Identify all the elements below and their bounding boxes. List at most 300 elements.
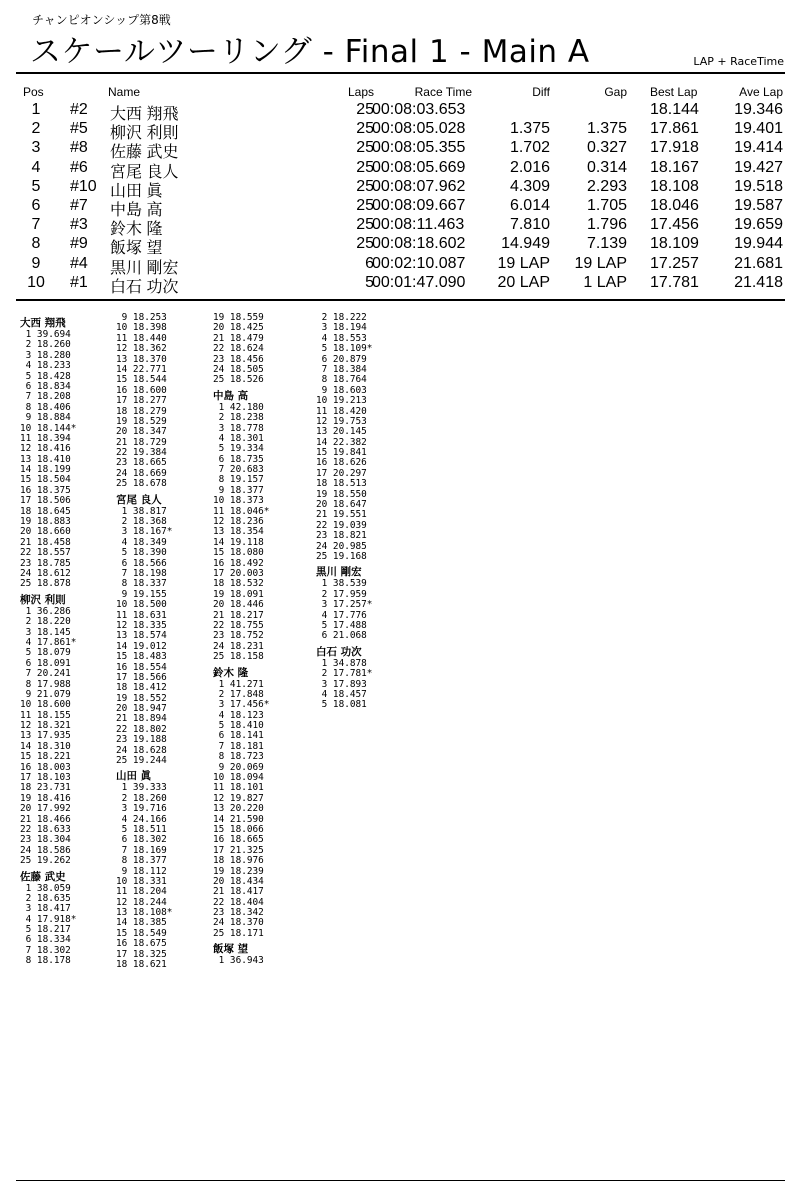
result-car-number: #4 [70,254,88,272]
result-car-number: #6 [70,158,88,176]
lap-time: 17 18.566 [116,671,167,683]
lap-time: 23 18.342 [213,907,264,919]
lap-time: 12 19.753 [316,415,367,427]
lap-time: 23 18.456 [213,353,264,365]
lap-time: 3 18.417 [20,903,71,915]
section-divider [16,299,785,301]
lap-time: 12 18.335 [116,619,167,631]
lap-time: 14 22.382 [316,436,367,448]
result-laps: 25 [356,177,374,195]
footer-divider [16,1180,785,1181]
result-pos: 5 [31,177,41,195]
lap-time: 13 18.108* [116,907,173,919]
lap-time: 3 17.456* [213,699,270,711]
lap-time: 21 18.217 [213,609,264,621]
result-diff: 20 LAP [497,273,550,291]
lap-time: 20 18.947 [116,703,167,715]
lap-time: 11 18.204 [116,886,167,898]
lap-time: 2 18.238 [213,412,264,424]
result-row [20,273,790,296]
lap-time: 8 18.178 [20,955,71,967]
lap-time: 21 18.729 [116,436,167,448]
result-diff: 1.702 [509,139,550,157]
lap-time: 9 21.079 [20,688,71,700]
lap-time: 15 19.841 [316,447,367,459]
lap-time: 1 38.059 [20,882,71,894]
lap-time: 13 18.354 [213,526,264,538]
result-gap: 2.293 [586,177,627,195]
lap-time: 14 22.771 [116,363,167,375]
lap-time: 9 18.377 [213,484,264,496]
lap-time: 7 18.198 [116,567,167,579]
result-ave-lap: 21.418 [734,273,783,291]
driver-lap-block [213,389,269,663]
lap-time: 9 18.603 [316,384,367,396]
lap-block-driver-name: 中島 高 [213,389,249,402]
result-race-time: 00:08:05.028 [372,120,466,138]
lap-time: 16 18.600 [116,384,167,396]
lap-time: 2 17.848 [213,688,264,700]
lap-time: 2 17.959 [316,588,367,600]
lap-time: 1 38.817 [116,505,167,517]
lap-time: 2 18.220 [20,616,71,628]
lap-time: 22 18.624 [213,343,264,355]
driver-lap-block [20,316,76,590]
lap-time: 15 18.544 [116,374,167,386]
lap-time: 16 18.626 [316,457,367,469]
lap-time: 18 18.513 [316,478,367,490]
lap-time: 12 18.362 [116,343,167,355]
result-race-time: 00:08:11.463 [372,216,465,234]
lap-time: 20 18.347 [116,426,167,438]
result-ave-lap: 19.427 [734,158,783,176]
lap-time: 24 18.370 [213,917,264,929]
lap-time: 9 18.253 [116,312,167,323]
lap-time: 19 18.091 [213,588,264,600]
lap-time: 21 18.479 [213,332,264,344]
result-pos: 8 [31,235,41,253]
lap-time: 23 18.785 [20,557,71,569]
result-pos: 4 [31,158,41,176]
result-laps: 5 [365,273,374,291]
lap-time: 15 18.066 [213,823,264,835]
lap-block-driver-name: 黒川 剛宏 [316,566,362,579]
lap-time: 11 18.155 [20,709,71,721]
lap-time: 17 18.506 [20,495,71,507]
lap-time: 15 18.080 [213,547,264,559]
result-driver-name: 山田 眞 [110,182,163,200]
lap-time: 12 18.236 [213,516,264,528]
lap-time: 24 18.231 [213,640,264,652]
result-ave-lap: 19.944 [734,235,783,253]
lap-column-3 [213,313,269,967]
lap-time: 2 18.260 [20,339,71,351]
lap-time: 18 23.731 [20,782,71,794]
lap-time: 2 18.222 [316,312,367,323]
lap-time: 4 18.349 [116,536,167,548]
driver-lap-block [20,870,76,967]
lap-time: 24 20.985 [316,540,367,552]
results-body [20,101,790,296]
lap-time: 18 18.532 [213,578,264,590]
result-driver-name: 宮尾 良人 [110,163,179,181]
lap-time: 12 19.827 [213,792,264,804]
lap-time: 8 18.406 [20,401,71,413]
lap-time: 4 24.166 [116,813,167,825]
lap-time: 5 18.081 [316,699,367,711]
result-laps: 25 [356,139,374,157]
result-diff: 19 LAP [497,254,550,272]
result-car-number: #10 [70,177,97,195]
lap-time: 5 18.217 [20,924,71,936]
lap-time: 7 18.384 [316,363,367,375]
driver-lap-block [213,942,269,966]
lap-time: 4 17.776 [316,609,367,621]
lap-time: 18 18.621 [116,959,167,971]
lap-time: 17 20.003 [213,567,264,579]
lap-time: 12 18.244 [116,896,167,908]
lap-time: 17 20.297 [316,467,367,479]
result-row [20,196,790,219]
result-gap: 0.327 [586,139,627,157]
result-row [20,254,790,277]
result-car-number: #8 [70,139,88,157]
result-driver-name: 大西 翔飛 [110,106,179,123]
col-header-best-lap: Best Lap [650,85,698,99]
result-car-number: #5 [70,120,88,138]
lap-time: 13 20.145 [316,426,367,438]
driver-lap-block [213,313,269,386]
lap-time: 24 18.586 [20,844,71,856]
result-car-number: #9 [70,235,88,253]
result-row [20,158,790,181]
result-diff: 7.810 [509,216,550,234]
lap-time: 21 19.551 [316,509,367,521]
result-race-time: 00:08:05.669 [372,158,466,176]
result-gap: 7.139 [586,235,627,253]
lap-time: 10 18.331 [116,875,167,887]
lap-block-driver-name: 佐藤 武史 [20,870,66,883]
driver-lap-block [316,645,372,711]
col-header-race-time: Race Time [414,85,472,99]
result-driver-name: 佐藤 武史 [110,144,179,162]
lap-time: 20 17.992 [20,803,71,815]
result-ave-lap: 19.401 [734,120,783,138]
lap-time: 7 18.169 [116,844,167,856]
lap-time: 8 18.377 [116,855,167,867]
lap-column-2 [116,313,172,970]
lap-time: 23 18.304 [20,834,71,846]
result-driver-name: 中島 高 [110,201,163,219]
lap-time: 25 19.262 [20,855,71,867]
result-best-lap: 17.918 [650,139,699,157]
result-best-lap: 18.046 [650,196,699,214]
lap-time: 1 36.286 [20,605,71,617]
result-best-lap: 18.108 [650,177,699,195]
lap-time: 7 18.302 [20,944,71,956]
result-row [20,120,790,143]
lap-time: 22 18.802 [116,723,167,735]
lap-time: 8 17.988 [20,678,71,690]
lap-time: 22 19.384 [116,447,167,459]
lap-time: 13 17.935 [20,730,71,742]
lap-time: 7 20.241 [20,668,71,680]
result-gap: 1.375 [586,120,627,138]
result-car-number: #7 [70,196,88,214]
lap-time: 6 18.141 [213,730,264,742]
event-subtitle: チャンピオンシップ第8戦 [32,13,171,27]
lap-time: 22 18.755 [213,619,264,631]
lap-time: 5 19.334 [213,443,264,455]
result-race-time: 00:01:47.090 [372,273,466,291]
lap-time: 1 34.878 [316,657,367,669]
lap-time: 13 18.410 [20,453,71,465]
lap-time: 15 18.504 [20,474,71,486]
driver-lap-block [116,493,172,767]
result-pos: 3 [31,139,41,157]
lap-time: 19 18.416 [20,792,71,804]
lap-time: 24 18.628 [116,744,167,756]
lap-time: 8 18.337 [116,578,167,590]
result-row [20,177,790,200]
lap-time: 3 18.145 [20,626,71,638]
driver-lap-block [116,769,172,970]
lap-time: 4 18.457 [316,688,367,700]
col-header-laps: Laps [347,85,374,99]
lap-time: 21 18.458 [20,536,71,548]
lap-time: 23 18.821 [316,530,367,542]
lap-time: 17 18.103 [20,772,71,784]
lap-time: 22 18.633 [20,823,71,835]
lap-time: 14 19.118 [213,536,264,548]
lap-time: 11 18.420 [316,405,367,417]
lap-time: 5 18.410 [213,720,264,732]
lap-block-driver-name: 飯塚 望 [213,943,249,956]
lap-time: 6 18.834 [20,380,71,392]
result-gap: 1.705 [586,196,627,214]
result-race-time: 00:08:07.962 [372,177,466,195]
result-laps: 25 [356,216,374,234]
lap-time: 19 18.529 [116,415,167,427]
result-gap: 1 LAP [583,273,627,291]
lap-time: 22 19.039 [316,519,367,531]
lap-time: 6 18.735 [213,453,264,465]
lap-time: 16 18.492 [213,557,264,569]
lap-time: 10 18.373 [213,495,264,507]
lap-time: 3 18.778 [213,422,264,434]
lap-time: 5 18.079 [20,647,71,659]
lap-time: 2 18.635 [20,892,71,904]
lap-time: 21 18.466 [20,813,71,825]
lap-time: 4 17.918* [20,913,77,925]
lap-time: 11 18.046* [213,505,270,517]
result-row [20,235,790,258]
result-ave-lap: 19.518 [734,177,783,195]
result-race-time: 00:02:10.087 [372,254,466,272]
lap-time: 2 17.781* [316,668,373,680]
lap-time: 22 18.404 [213,896,264,908]
lap-time: 15 18.483 [116,651,167,663]
result-race-time: 00:08:05.355 [372,139,466,157]
lap-block-driver-name: 鈴木 隆 [213,666,249,679]
lap-time: 3 18.280 [20,349,71,361]
lap-time: 4 18.553 [316,332,367,344]
lap-time: 13 18.370 [116,353,167,365]
lap-block-driver-name: 大西 翔飛 [20,317,66,329]
lap-time: 5 18.109* [316,343,373,355]
result-best-lap: 17.861 [650,120,699,138]
lap-time: 3 17.893 [316,678,367,690]
result-ave-lap: 19.659 [734,216,783,234]
result-ave-lap: 19.414 [734,139,783,157]
lap-time: 17 18.277 [116,395,167,407]
lap-time: 3 19.716 [116,803,167,815]
result-diff: 14.949 [501,235,550,253]
lap-time: 3 17.257* [316,599,373,611]
lap-column-4 [316,313,372,711]
lap-time: 13 18.574 [116,630,167,642]
result-ave-lap: 19.587 [734,196,783,214]
lap-time: 22 18.557 [20,547,71,559]
lap-time: 4 17.861* [20,636,77,648]
result-laps: 25 [356,158,374,176]
lap-time: 7 20.683 [213,464,264,476]
lap-time: 1 39.333 [116,782,167,794]
lap-time: 21 18.417 [213,886,264,898]
lap-time: 19 18.550 [316,488,367,500]
lap-time: 14 18.385 [116,917,167,929]
result-laps: 25 [356,235,374,253]
result-best-lap: 18.144 [650,101,699,118]
lap-time: 1 36.943 [213,955,264,967]
lap-time: 15 18.549 [116,927,167,939]
driver-lap-block [316,313,372,562]
lap-time: 19 18.239 [213,865,264,877]
lap-time: 9 20.069 [213,761,264,773]
lap-block-driver-name: 白石 功次 [316,645,362,658]
lap-time: 11 18.101 [213,782,264,794]
result-driver-name: 黒川 剛宏 [110,259,179,277]
result-race-time: 00:08:03.653 [372,101,466,118]
lap-time: 11 18.440 [116,332,167,344]
lap-time: 5 18.428 [20,370,71,382]
result-pos: 2 [31,120,41,138]
result-gap: 1.796 [586,216,627,234]
lap-time: 20 18.434 [213,875,264,887]
lap-time: 11 18.631 [116,609,167,621]
lap-time: 16 18.675 [116,938,167,950]
result-row [20,216,790,239]
lap-time: 10 18.094 [213,772,264,784]
lap-time: 25 18.171 [213,927,264,939]
lap-time: 13 20.220 [213,803,264,815]
driver-lap-block [20,593,76,867]
col-header-ave-lap: Ave Lap [739,85,783,99]
lap-time: 19 18.552 [116,692,167,704]
lap-time: 25 19.244 [116,755,167,767]
lap-time: 19 18.883 [20,516,71,528]
race-title: スケールツーリング - Final 1 - Main A [30,34,590,70]
lap-time: 14 19.012 [116,640,167,652]
lap-time: 16 18.554 [116,661,167,673]
result-diff: 4.309 [509,177,550,195]
lap-time: 9 18.112 [116,865,167,877]
result-driver-name: 飯塚 望 [110,240,163,258]
lap-time: 1 42.180 [213,401,264,413]
result-laps: 25 [356,196,374,214]
result-best-lap: 18.167 [650,158,699,176]
lap-time: 7 18.208 [20,391,71,403]
result-race-time: 00:08:18.602 [372,235,466,253]
lap-time: 17 18.325 [116,948,167,960]
lap-time: 8 18.723 [213,751,264,763]
result-pos: 10 [27,273,45,291]
lap-time: 8 18.764 [316,374,367,386]
lap-time: 9 18.884 [20,412,71,424]
col-header-pos: Pos [23,85,44,99]
lap-time: 10 19.213 [316,395,367,407]
lap-time: 6 21.068 [316,630,367,642]
result-pos: 6 [31,196,41,214]
result-best-lap: 17.456 [650,216,699,234]
result-gap: 0.314 [586,158,627,176]
lap-time: 23 18.665 [116,457,167,469]
result-ave-lap: 21.681 [734,254,783,272]
lap-time: 12 18.321 [20,720,71,732]
lap-time: 15 18.221 [20,751,71,763]
col-header-diff: Diff [532,85,550,99]
lap-time: 14 18.310 [20,740,71,752]
lap-time: 6 20.879 [316,353,367,365]
lap-time: 5 18.390 [116,547,167,559]
lap-time: 16 18.375 [20,484,71,496]
lap-time: 12 18.416 [20,443,71,455]
result-laps: 25 [356,120,374,138]
result-laps: 6 [365,254,374,272]
lap-time: 16 18.665 [213,834,264,846]
lap-column-1 [20,313,76,967]
lap-time: 18 18.279 [116,405,167,417]
lap-time: 18 18.412 [116,682,167,694]
col-header-gap: Gap [604,85,627,99]
lap-time: 4 18.301 [213,432,264,444]
result-pos: 9 [31,254,41,272]
lap-time: 1 39.694 [20,329,71,340]
lap-time: 24 18.669 [116,467,167,479]
driver-lap-block [316,565,372,641]
result-best-lap: 18.109 [650,235,699,253]
driver-lap-block [213,666,269,940]
result-laps: 25 [356,101,374,118]
lap-time: 25 19.168 [316,550,367,562]
lap-block-driver-name: 山田 眞 [116,770,152,783]
lap-time: 19 18.559 [213,312,264,323]
lap-time: 24 18.505 [213,363,264,375]
lap-time: 4 18.123 [213,709,264,721]
lap-time: 20 18.446 [213,599,264,611]
result-car-number: #1 [70,273,88,291]
result-driver-name: 白石 功次 [110,278,179,296]
lap-time: 21 18.894 [116,713,167,725]
lap-time: 10 18.144* [20,422,77,434]
lap-time: 20 18.660 [20,526,71,538]
lap-time: 23 18.752 [213,630,264,642]
lap-time: 23 19.188 [116,734,167,746]
result-diff: 2.016 [509,158,550,176]
driver-lap-block [116,313,172,490]
result-gap: 19 LAP [574,254,627,272]
lap-block-driver-name: 柳沢 利則 [20,593,66,606]
